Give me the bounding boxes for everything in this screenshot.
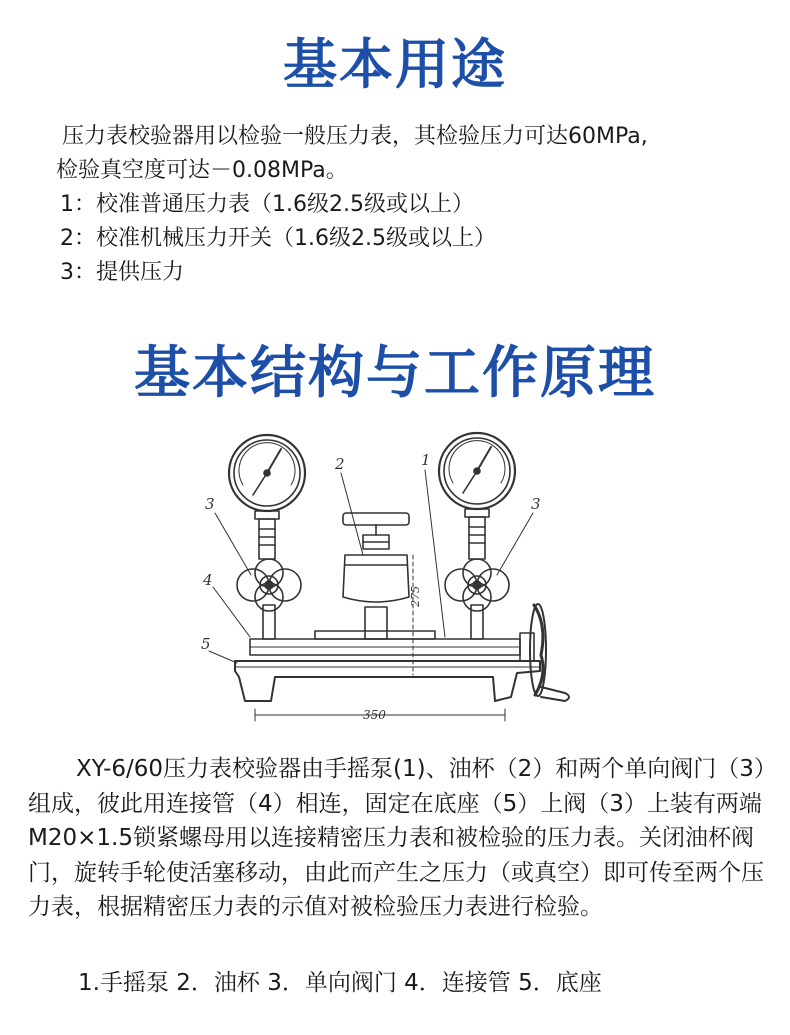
left-pressure-gauge [229,435,305,559]
right-pressure-gauge [439,433,515,559]
label-2: 2 [335,455,345,473]
part-labels [201,451,541,653]
label-1: 1 [421,451,431,469]
usage-item-3: 3：提供压力 [60,260,184,285]
tester-diagram [195,425,590,735]
width-dimension: 350 [363,708,386,722]
usage-item-2: 2：校准机械压力开关（1.6级2.5级或以上） [60,226,496,251]
hand-pump [250,631,534,661]
hand-wheel [530,604,569,701]
height-dimension: 275 [409,586,422,607]
label-3-left: 3 [205,495,215,513]
label-5: 5 [201,635,211,653]
intro-line-2: 检验真空度可达－0.08MPa。 [56,158,348,183]
left-check-valve [237,559,301,639]
label-3-right: 3 [531,495,541,513]
section-title-structure: 基本结构与工作原理 [134,341,656,406]
leader-lines [209,470,533,663]
structure-description: XY-6/60压力表校验器由手摇泵(1)、油杯（2）和两个单向阀门（3）组成，彼此用连接管（4）相连，固定在底座（5）上阀（3）上装有两端M20×1.5锁紧螺母用以连接精密压力表和被检验的压力表。关闭油杯阀门，旋转手轮使活塞移动，由此而产生之压力（或真空）即可传至两个压力表，根据精密压力表的示值对被检验压力表进行检验。 [28,756,766,920]
dimension-lines [255,555,505,721]
oil-cup [343,513,409,639]
base [235,661,540,701]
usage-item-1: 1：校准普通压力表（1.6级2.5级或以上） [60,192,474,217]
parts-legend: 1.手摇泵 2．油杯 3．单向阀门 4．连接管 5．底座 [78,970,602,996]
intro-line-1: 压力表校验器用以检验一般压力表，其检验压力可达60MPa, [62,124,648,149]
usage-text [0,120,790,290]
label-4: 4 [203,571,213,589]
section-title-usage: 基本用途 [283,33,507,96]
